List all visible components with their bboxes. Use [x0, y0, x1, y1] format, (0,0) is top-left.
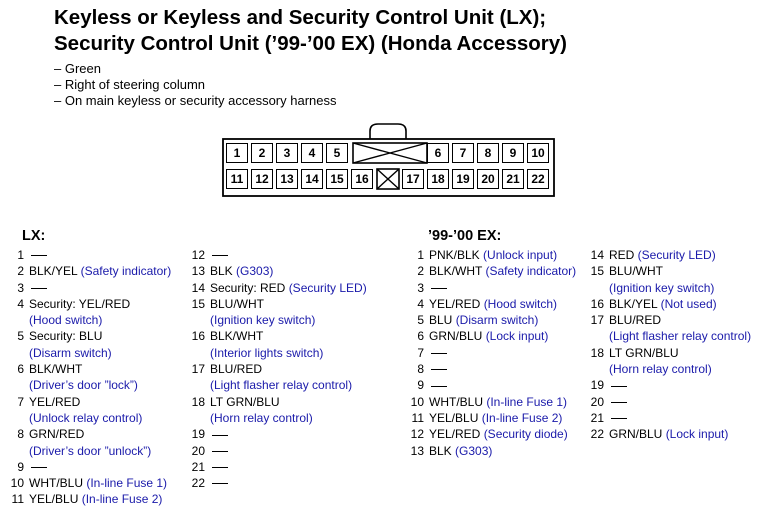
wire-color: BLK/WHT	[29, 362, 83, 377]
pin-number: 21	[191, 459, 205, 474]
pin-number: 2	[17, 264, 24, 279]
connector-pin-4: 4	[301, 143, 323, 163]
wire-function: (Light flasher relay control)	[210, 378, 353, 393]
connector-pin-3: 3	[276, 143, 298, 163]
pin-number: 16	[590, 296, 604, 311]
wire-function: (G303)	[455, 443, 493, 458]
wire-function: (G303)	[236, 264, 274, 279]
pin-number: 7	[17, 394, 24, 409]
lx-pin-list-left	[4, 247, 171, 508]
unused-pin-dash	[212, 483, 228, 484]
unused-pin-dash	[31, 288, 47, 289]
pin-entry-16	[584, 296, 751, 312]
pin-number: 22	[590, 427, 604, 442]
wire-color: GRN/BLU	[429, 329, 486, 344]
pin-number: 14	[590, 248, 604, 262]
page-title-line1: Keyless or Keyless and Security Control Unit (LX);	[54, 6, 547, 29]
pin-number: 3	[17, 280, 24, 295]
wire-function: (Ignition key switch)	[609, 280, 715, 295]
wire-color: GRN/BLU	[609, 427, 666, 442]
wire-function: (Light flasher relay control)	[609, 329, 752, 344]
wire-function: (Safety indicator)	[485, 264, 577, 279]
wire-color: Security: BLU	[29, 329, 103, 344]
pin-number: 17	[590, 313, 604, 328]
wire-color: YEL/BLU	[429, 410, 482, 425]
pin-entry-20	[584, 394, 751, 410]
pin-number: 20	[590, 394, 604, 409]
pin-entry-14	[584, 247, 751, 263]
connector-pin-13: 13	[276, 169, 298, 189]
wire-function: (Security diode)	[483, 427, 568, 442]
wire-color: BLK	[210, 264, 237, 279]
pin-number: 18	[191, 394, 205, 409]
connector-pin-1: 1	[226, 143, 248, 163]
wire-function: (In-line Fuse 2)	[81, 492, 163, 507]
pin-entry-6	[4, 361, 171, 377]
pin-number: 13	[410, 443, 424, 458]
pin-entry-12	[404, 426, 576, 442]
unused-pin-dash	[431, 288, 447, 289]
pin-number: 7	[417, 345, 424, 360]
connector-pin-18: 18	[427, 169, 449, 189]
connector-pin-12: 12	[251, 169, 273, 189]
wire-function: (Interior lights switch)	[210, 345, 324, 360]
wire-function: (Driver’s door ”lock”)	[29, 378, 138, 393]
pin-entry-9	[4, 459, 171, 475]
wire-color: Security: RED	[210, 280, 289, 295]
pin-entry-7	[4, 394, 171, 410]
wire-color: YEL/RED	[429, 427, 484, 442]
ex-pin-list-left	[404, 247, 576, 459]
wire-color: WHT/BLU	[29, 476, 87, 491]
wire-function: (In-line Fuse 1)	[86, 476, 168, 491]
pin-entry-3	[4, 280, 171, 296]
pin-entry-19	[584, 377, 751, 393]
pin-entry-17	[584, 312, 751, 328]
pin-entry-16	[185, 328, 367, 344]
wire-function: (Lock input)	[485, 329, 549, 344]
wire-color: BLK/WHT	[429, 264, 486, 279]
lx-pin-list-right	[185, 247, 367, 491]
pin-number: 22	[191, 476, 205, 491]
wire-color: BLK/YEL	[609, 296, 661, 311]
pin-entry-1	[404, 247, 576, 263]
unused-pin-dash	[431, 369, 447, 370]
note-location: – Right of steering column	[54, 77, 206, 92]
pin-number: 16	[191, 329, 205, 344]
pin-entry-2	[4, 263, 171, 279]
wire-function: (Hood switch)	[483, 296, 558, 311]
pin-entry-9	[404, 377, 576, 393]
wire-function: (In-line Fuse 2)	[481, 410, 563, 425]
page-title-line2: Security Control Unit (’99-’00 EX) (Honda Accessory)	[54, 32, 567, 55]
wire-color: BLU/RED	[210, 362, 263, 377]
unused-pin-dash	[431, 353, 447, 354]
wire-function: (Disarm switch)	[29, 345, 112, 360]
unused-pin-dash	[212, 467, 228, 468]
pin-entry-5	[4, 328, 171, 344]
pin-number: 15	[590, 264, 604, 279]
pin-entry-14	[185, 280, 367, 296]
pin-entry-8	[4, 426, 171, 442]
pin-entry-13	[404, 443, 576, 459]
wire-function: (Ignition key switch)	[210, 313, 316, 328]
wire-function: (Unlock relay control)	[29, 410, 143, 425]
note-color: – Green	[54, 61, 101, 76]
connector-pin-8: 8	[477, 143, 499, 163]
wire-function: (Unlock input)	[483, 248, 558, 262]
pin-number: 6	[17, 362, 24, 377]
wire-color: RED	[609, 248, 638, 262]
pin-entry-6	[404, 328, 576, 344]
pin-entry-8	[404, 361, 576, 377]
pin-number: 8	[417, 362, 424, 377]
connector-pin-15: 15	[326, 169, 348, 189]
connector-pin-9: 9	[502, 143, 524, 163]
pin-entry-21	[584, 410, 751, 426]
wire-function: (Horn relay control)	[609, 362, 712, 377]
wire-color: LT GRN/BLU	[210, 394, 280, 409]
pin-entry-18	[185, 394, 367, 410]
pin-entry-17	[185, 361, 367, 377]
pin-number: 6	[417, 329, 424, 344]
wire-function: (In-line Fuse 1)	[486, 394, 568, 409]
pin-number: 20	[191, 443, 205, 458]
pin-number: 14	[191, 280, 205, 295]
wire-color: WHT/BLU	[429, 394, 487, 409]
pin-entry-20	[185, 443, 367, 459]
connector-pin-19: 19	[452, 169, 474, 189]
wire-color: GRN/RED	[29, 427, 85, 442]
unused-pin-dash	[212, 451, 228, 452]
pin-number: 4	[17, 296, 24, 311]
wire-color: YEL/RED	[429, 296, 484, 311]
pin-number: 4	[417, 296, 424, 311]
pin-entry-5	[404, 312, 576, 328]
wire-function: (Security LED)	[637, 248, 716, 262]
pin-number: 1	[17, 248, 24, 262]
pin-entry-18	[584, 345, 751, 361]
pin-number: 19	[590, 378, 604, 393]
pin-number: 5	[17, 329, 24, 344]
connector-pin-17: 17	[402, 169, 424, 189]
pin-number: 1	[417, 248, 424, 262]
wire-color: BLU	[429, 313, 456, 328]
pin-entry-22	[584, 426, 751, 442]
pin-number: 18	[590, 345, 604, 360]
pin-entry-19	[185, 426, 367, 442]
connector-pin-6: 6	[427, 143, 449, 163]
connector-pin-22: 22	[527, 169, 549, 189]
unused-pin-dash	[611, 402, 627, 403]
pin-entry-15	[185, 296, 367, 312]
ex-pin-list-right	[584, 247, 751, 443]
connector-pin-11: 11	[226, 169, 248, 189]
pin-number: 9	[17, 459, 24, 474]
unused-pin-dash	[31, 255, 47, 256]
wire-color: BLK/YEL	[29, 264, 81, 279]
pin-number: 9	[417, 378, 424, 393]
pin-number: 3	[417, 280, 424, 295]
pin-number: 12	[191, 248, 205, 262]
wire-function: (Lock input)	[665, 427, 729, 442]
wire-function: (Not used)	[660, 296, 717, 311]
wire-color: BLK	[429, 443, 456, 458]
wire-color: BLK/WHT	[210, 329, 264, 344]
pin-number: 10	[410, 394, 424, 409]
pin-entry-21	[185, 459, 367, 475]
connector-pin-7: 7	[452, 143, 474, 163]
pin-entry-10	[4, 475, 171, 491]
pin-entry-22	[185, 475, 367, 491]
unused-pin-dash	[611, 418, 627, 419]
wire-function: (Hood switch)	[29, 313, 103, 328]
unused-pin-dash	[431, 386, 447, 387]
wire-function: (Safety indicator)	[80, 264, 172, 279]
wire-color: BLU/RED	[609, 313, 662, 328]
wire-function: (Disarm switch)	[455, 313, 539, 328]
lx-heading: LX:	[22, 228, 46, 244]
wire-color: YEL/RED	[29, 394, 81, 409]
wire-color: PNK/BLK	[429, 248, 484, 262]
pin-entry-11	[4, 491, 171, 507]
pin-entry-2	[404, 263, 576, 279]
pin-entry-1	[4, 247, 171, 263]
pin-entry-12	[185, 247, 367, 263]
pin-number: 5	[417, 313, 424, 328]
pin-entry-10	[404, 394, 576, 410]
pin-number: 10	[10, 476, 24, 491]
pin-number: 19	[191, 427, 205, 442]
pin-number: 2	[417, 264, 424, 279]
pin-number: 13	[191, 264, 205, 279]
pin-number: 11	[11, 492, 24, 507]
wire-color: YEL/BLU	[29, 492, 82, 507]
wire-function: (Driver’s door ”unlock”)	[29, 443, 152, 458]
connector-pin-21: 21	[502, 169, 524, 189]
pin-entry-13	[185, 263, 367, 279]
pin-entry-3	[404, 280, 576, 296]
ex-heading: ’99-’00 EX:	[428, 228, 502, 244]
unused-pin-dash	[611, 386, 627, 387]
wire-function: (Horn relay control)	[210, 410, 313, 425]
pin-entry-4	[4, 296, 171, 312]
pin-number: 15	[191, 296, 205, 311]
unused-pin-dash	[31, 467, 47, 468]
wire-color: LT GRN/BLU	[609, 345, 679, 360]
connector-pin-16: 16	[351, 169, 373, 189]
pin-entry-7	[404, 345, 576, 361]
pin-entry-11	[404, 410, 576, 426]
connector-pin-10: 10	[527, 143, 549, 163]
wire-function: (Security LED)	[288, 280, 367, 295]
pin-number: 12	[410, 427, 424, 442]
connector-pin-2: 2	[251, 143, 273, 163]
wire-color: BLU/WHT	[609, 264, 663, 279]
unused-pin-dash	[212, 435, 228, 436]
connector-pin-5: 5	[326, 143, 348, 163]
unused-pin-dash	[212, 255, 228, 256]
connector-pin-14: 14	[301, 169, 323, 189]
pin-number: 17	[191, 362, 205, 377]
pin-number: 21	[590, 410, 604, 425]
pin-number: 8	[17, 427, 24, 442]
pin-number: 11	[411, 410, 424, 425]
pin-entry-4	[404, 296, 576, 312]
connector-diagram	[222, 121, 555, 197]
note-harness: – On main keyless or security accessory harness	[54, 93, 337, 108]
wire-color: BLU/WHT	[210, 296, 264, 311]
wire-color: Security: YEL/RED	[29, 296, 131, 311]
pin-entry-15	[584, 263, 751, 279]
connector-pin-20: 20	[477, 169, 499, 189]
